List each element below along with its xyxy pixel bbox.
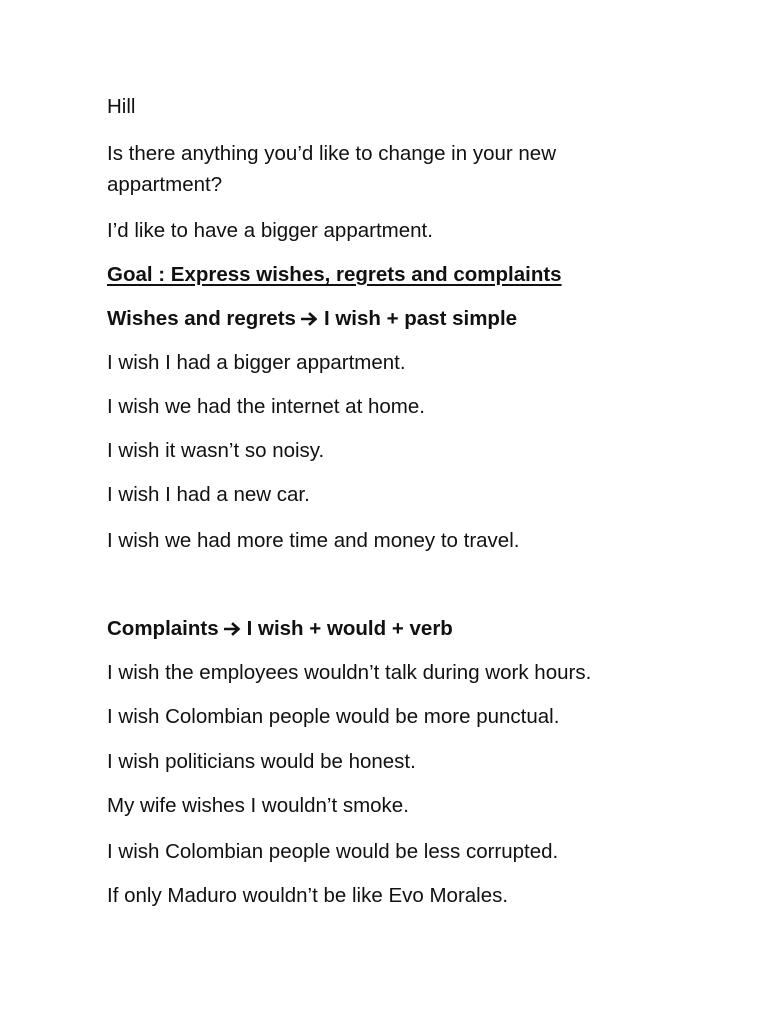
- goal-heading: Goal : Express wishes, regrets and complaints: [107, 263, 562, 286]
- right-arrow-icon: [301, 312, 318, 326]
- wish-example: I wish we had more time and money to travel.: [107, 529, 520, 552]
- complaint-example: If only Maduro wouldn’t be like Evo Morales.: [107, 884, 509, 907]
- complaint-example: I wish Colombian people would be more punctual.: [107, 705, 560, 728]
- complaint-example: I wish the employees wouldn’t talk during work hours.: [107, 661, 592, 684]
- wish-example: I wish it wasn’t so noisy.: [107, 439, 325, 462]
- answer-text: I’d like to have a bigger appartment.: [107, 219, 433, 242]
- wish-example: I wish I had a new car.: [107, 483, 310, 506]
- wish-example: I wish I had a bigger appartment.: [107, 351, 406, 374]
- complaint-example: I wish Colombian people would be less corrupted.: [107, 840, 559, 863]
- wishes-heading-right: I wish + past simple: [323, 307, 518, 330]
- complaint-example: I wish politicians would be honest.: [107, 750, 416, 773]
- complaints-heading-right: I wish + would + verb: [246, 617, 453, 640]
- complaints-heading: [107, 614, 453, 644]
- wish-example: I wish we had the internet at home.: [107, 395, 425, 418]
- right-arrow-icon: [224, 622, 241, 636]
- wishes-heading: [107, 304, 517, 334]
- complaint-example: My wife wishes I wouldn’t smoke.: [107, 794, 409, 817]
- wishes-heading-left: Wishes and regrets: [107, 307, 296, 330]
- question-text: Is there anything you’d like to change in your new appartment?: [107, 142, 556, 196]
- complaints-heading-left: Complaints: [107, 617, 219, 640]
- greeting-text: Hill: [107, 95, 136, 118]
